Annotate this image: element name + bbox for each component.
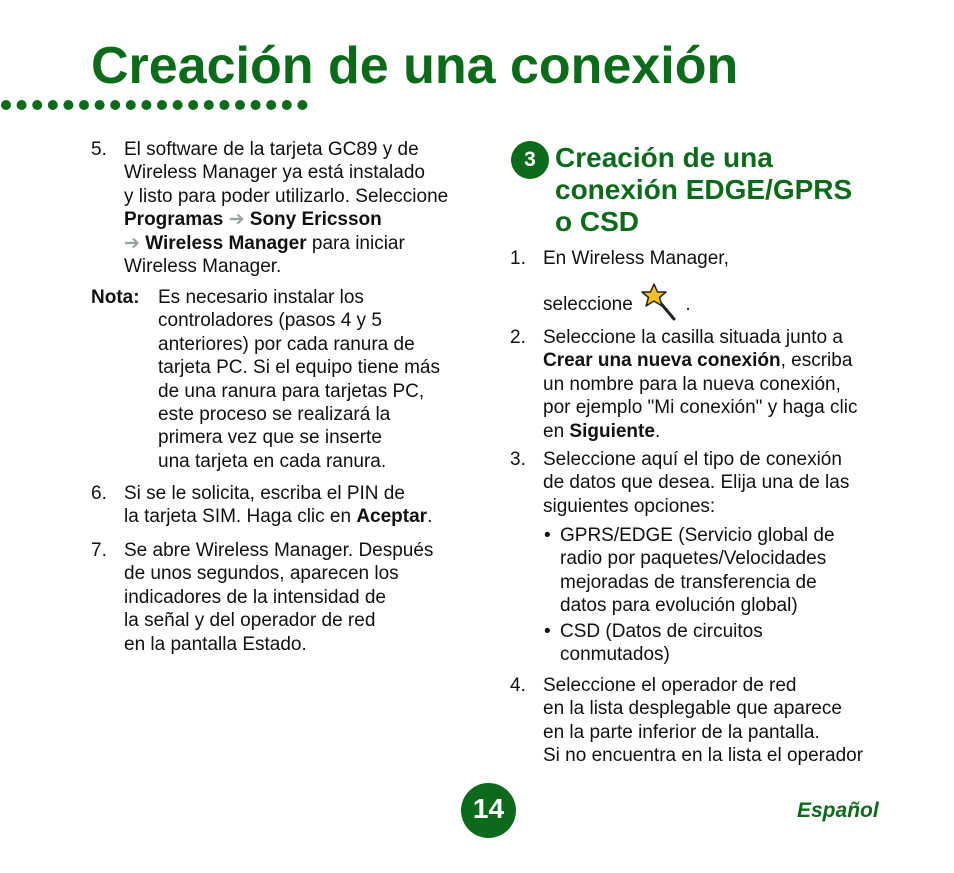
divider-dot — [297, 100, 307, 110]
step-text: Seleccione aquí el tipo de conexión de datos que desea. Elija una de las siguientes opciones: — [543, 449, 850, 517]
menu-sony-ericsson: Sony Ericsson — [249, 209, 382, 231]
option-gprs-edge: • GPRS/EDGE (Servicio global de radio por paquetes/Velocidades mejoradas de transferencia de datos para evolución global) — [544, 525, 835, 617]
step-number: 3. — [510, 449, 526, 470]
page-number-badge: 14 — [461, 783, 516, 838]
divider-dot — [48, 100, 58, 110]
step-number: 7. — [91, 540, 107, 561]
step-number: 1. — [510, 248, 526, 269]
step-number: 5. — [91, 139, 107, 160]
step-number: 4. — [510, 675, 526, 696]
magic-wand-icon — [640, 282, 680, 322]
step-text: Seleccione el operador de red en la lista desplegable que aparece en la parte inferior de la pantalla. Si no encuentra en la lista el operador — [543, 675, 864, 767]
crear-conexion-label: Crear una nueva conexión — [543, 350, 781, 372]
language-label: Español — [797, 799, 879, 822]
divider-dot — [173, 100, 183, 110]
divider-dot — [266, 100, 276, 110]
step-number: 2. — [510, 327, 526, 348]
step-text: En Wireless Manager, seleccione . — [543, 247, 729, 322]
divider-dot — [32, 100, 42, 110]
divider-dot — [95, 100, 105, 110]
divider-dot — [126, 100, 136, 110]
step-number: 6. — [91, 483, 107, 504]
divider-dot — [110, 100, 120, 110]
divider-dot — [157, 100, 167, 110]
step-2 — [510, 326, 930, 446]
divider-dot — [251, 100, 261, 110]
divider-dot — [219, 100, 229, 110]
bullet-icon: • — [544, 525, 551, 546]
step-text: Se abre Wireless Manager. Después de unos segundos, aparecen los indicadores de la intensidad de la señal y del operador de red en la pantalla Estado. — [124, 540, 434, 655]
divider-dot — [188, 100, 198, 110]
divider-dot — [79, 100, 89, 110]
page-title: Creación de una conexión — [91, 37, 739, 95]
divider-dot — [141, 100, 151, 110]
section-heading: Creación de una conexión EDGE/GPRS o CSD — [555, 142, 853, 237]
step-text: El software de la tarjeta GC89 y de Wireless Manager ya está instalado y listo para poder utilizarlo. Seleccione Programas ➔ Sony Ericsson ➔ Wireless Manager para iniciar Wireless Manager. — [124, 139, 449, 278]
note-label: Nota: — [91, 287, 140, 308]
divider-dot — [282, 100, 292, 110]
divider-dot — [235, 100, 245, 110]
menu-wireless-manager: Wireless Manager — [145, 232, 307, 254]
step-text: Si se le solicita, escriba el PIN de la tarjeta SIM. Haga clic en Aceptar. — [124, 483, 433, 528]
note-body: Es necesario instalar los controladores (pasos 4 y 5 anteriores) por cada ranura de tarjeta PC. Si el equipo tiene más de una ranura para tarjetas PC, este proceso se realizará la primera vez que se inserte una tarjeta en cada ranura. — [158, 287, 440, 472]
section-number-badge: 3 — [511, 141, 549, 179]
dotted-divider — [0, 97, 320, 113]
divider-dot — [204, 100, 214, 110]
menu-programas: Programas — [124, 209, 224, 231]
right-arrow-icon: ➔ — [124, 232, 140, 254]
step-6 — [91, 482, 491, 532]
right-arrow-icon: ➔ — [228, 209, 245, 231]
step-7 — [91, 539, 491, 659]
option-csd: • CSD (Datos de circuitos conmutados) — [544, 621, 763, 666]
step-3 — [510, 448, 930, 523]
step-text: Seleccione la casilla situada junto a Crear una nueva conexión, escriba un nombre para la nueva conexión, por ejemplo "Mi conexión" y haga clic en Siguiente. — [543, 327, 858, 442]
step-5 — [91, 138, 491, 283]
step-1 — [510, 247, 910, 322]
aceptar-label: Aceptar — [356, 506, 428, 528]
divider-dot — [17, 100, 27, 110]
siguiente-label: Siguiente — [569, 420, 655, 442]
divider-dot — [63, 100, 73, 110]
bullet-icon: • — [544, 621, 551, 642]
step-4 — [510, 674, 930, 769]
divider-dot — [1, 100, 11, 110]
